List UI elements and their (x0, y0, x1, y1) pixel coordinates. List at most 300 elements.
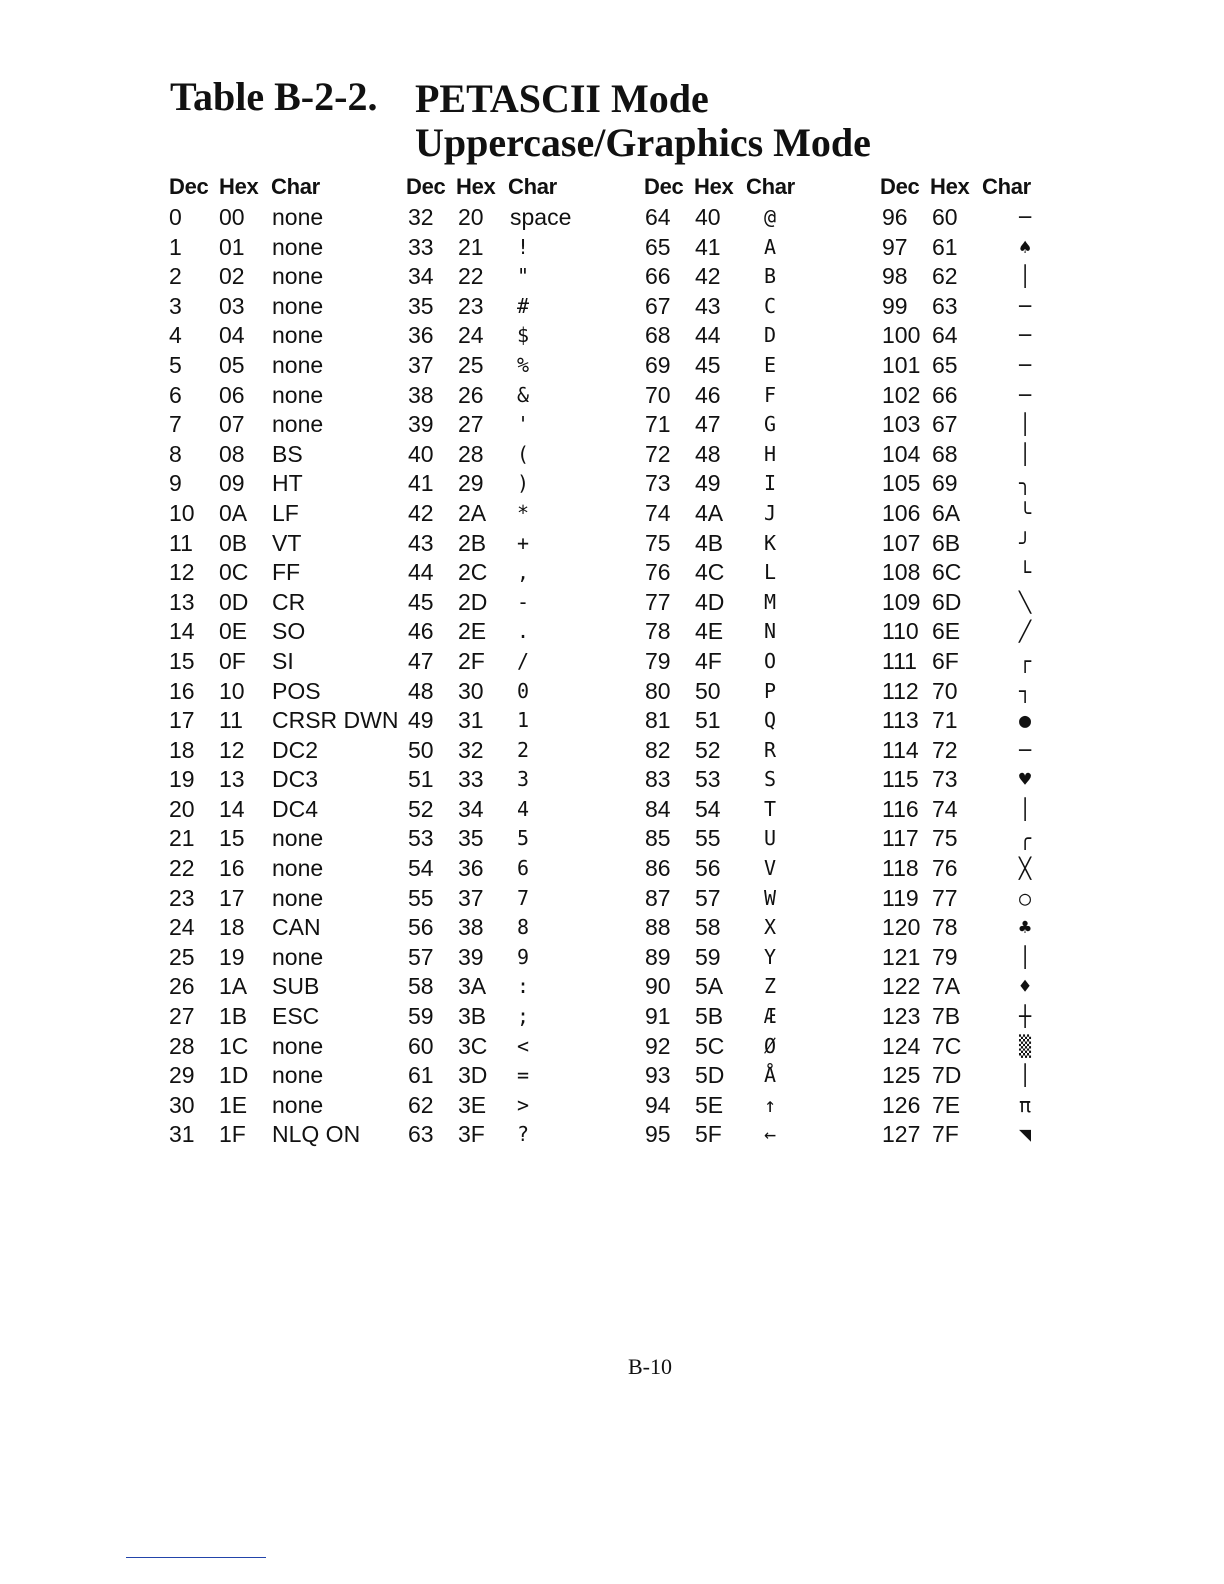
cell-char: J (763, 500, 777, 525)
cell-dec: 2 (169, 263, 182, 290)
cell-char: $ (516, 323, 530, 348)
cell-char: POS (272, 677, 321, 704)
cell-dec: 65 (645, 233, 671, 260)
cell-dec: 62 (408, 1091, 434, 1118)
cell-char: none (272, 292, 324, 319)
cell-dec: 54 (408, 855, 434, 882)
cell-hex: 2C (458, 559, 488, 586)
cell-char: , (516, 560, 530, 585)
cell-dec: 60 (408, 1032, 434, 1059)
cell-char: & (516, 382, 530, 407)
cell-hex: 08 (219, 440, 245, 467)
cell-char: ; (516, 1004, 530, 1029)
cell-hex: 06 (219, 381, 245, 408)
cell-char: CR (272, 588, 306, 615)
cell-dec: 117 (882, 825, 919, 852)
cell-hex: 5E (695, 1091, 724, 1118)
cell-char: none (272, 233, 324, 260)
cell-hex: 42 (695, 263, 721, 290)
cell-dec: 51 (408, 766, 434, 793)
cell-dec: 94 (645, 1091, 671, 1118)
cell-char: ♦ (1018, 974, 1032, 999)
cell-hex: 39 (458, 943, 484, 970)
cell-char: K (763, 530, 777, 555)
cell-char: 9 (516, 944, 530, 969)
cell-dec: 102 (882, 381, 921, 408)
header-dec: Dec (169, 174, 209, 199)
cell-hex: 75 (932, 825, 958, 852)
cell-char: F (763, 382, 777, 407)
cell-dec: 1 (169, 233, 182, 260)
cell-char: DC4 (272, 795, 319, 822)
cell-hex: 6C (932, 559, 962, 586)
cell-dec: 35 (408, 292, 434, 319)
cell-hex: 6E (932, 618, 961, 645)
header-dec: Dec (880, 174, 920, 199)
cell-char: O (763, 648, 777, 673)
cell-hex: 7A (932, 973, 961, 1000)
cell-dec: 92 (645, 1032, 671, 1059)
cell-hex: 61 (932, 233, 958, 260)
cell-char: L (763, 560, 777, 585)
cell-dec: 91 (645, 1003, 671, 1030)
cell-dec: 115 (882, 766, 919, 793)
cell-char: none (272, 411, 324, 438)
cell-hex: 4A (695, 499, 724, 526)
cell-dec: 26 (169, 973, 195, 1000)
cell-char: ▒ (1018, 1033, 1032, 1058)
cell-dec: 110 (882, 618, 919, 645)
cell-char: none (272, 855, 324, 882)
cell-char: ╰ (1018, 500, 1032, 525)
cell-char: 0 (516, 678, 530, 703)
cell-char: │ (1018, 412, 1032, 437)
cell-char: DC3 (272, 766, 319, 793)
cell-char: ESC (272, 1003, 320, 1030)
cell-hex: 5A (695, 973, 724, 1000)
cell-char: B (763, 264, 777, 289)
cell-dec: 4 (169, 322, 182, 349)
cell-dec: 116 (882, 795, 919, 822)
cell-hex: 22 (458, 263, 484, 290)
cell-char: ─ (1018, 352, 1032, 377)
cell-dec: 5 (169, 351, 182, 378)
cell-hex: 00 (219, 204, 245, 230)
cell-char: │ (1018, 264, 1032, 289)
cell-dec: 16 (169, 677, 195, 704)
cell-hex: 3E (458, 1091, 487, 1118)
cell-hex: 62 (932, 263, 958, 290)
cell-hex: 38 (458, 914, 484, 941)
cell-hex: 47 (695, 411, 721, 438)
cell-hex: 5C (695, 1032, 725, 1059)
cell-char: 1 (516, 708, 530, 733)
cell-dec: 19 (169, 766, 195, 793)
cell-dec: 63 (408, 1121, 434, 1148)
cell-char: * (516, 500, 530, 525)
cell-dec: 126 (882, 1091, 921, 1118)
cell-hex: 44 (695, 322, 721, 349)
cell-char: < (516, 1033, 530, 1058)
cell-dec: 56 (408, 914, 434, 941)
cell-char: + (516, 530, 530, 555)
cell-char: ' (516, 412, 530, 437)
cell-dec: 67 (645, 292, 671, 319)
cell-dec: 27 (169, 1003, 195, 1030)
cell-dec: 50 (408, 736, 434, 763)
cell-char: CRSR DWN (272, 707, 399, 734)
cell-char: ♠ (1018, 234, 1032, 259)
cell-dec: 52 (408, 795, 434, 822)
cell-hex: 20 (458, 204, 484, 230)
cell-hex: 4F (695, 647, 722, 674)
cell-dec: 118 (882, 855, 919, 882)
cell-hex: 69 (932, 470, 958, 497)
cell-hex: 4D (695, 588, 725, 615)
cell-hex: 14 (219, 795, 245, 822)
cell-char: 8 (516, 915, 530, 940)
cell-hex: 5B (695, 1003, 724, 1030)
cell-dec: 28 (169, 1032, 195, 1059)
cell-char: Q (763, 708, 777, 733)
header-char: Char (508, 174, 557, 199)
cell-dec: 90 (645, 973, 671, 1000)
cell-char: ─ (1018, 293, 1032, 318)
cell-char: Y (763, 944, 777, 969)
cell-dec: 14 (169, 618, 195, 645)
header-char: Char (271, 174, 320, 199)
cell-hex: 51 (695, 707, 721, 734)
cell-char: / (516, 648, 530, 673)
cell-char: V (763, 856, 777, 881)
cell-hex: 54 (695, 795, 721, 822)
cell-char: none (272, 1032, 324, 1059)
header-char: Char (746, 174, 795, 199)
cell-char: @ (763, 205, 777, 229)
cell-dec: 76 (645, 559, 671, 586)
cell-dec: 111 (882, 647, 917, 674)
cell-hex: 7C (932, 1032, 962, 1059)
cell-hex: 37 (458, 884, 484, 911)
cell-dec: 109 (882, 588, 921, 615)
cell-dec: 68 (645, 322, 671, 349)
cell-dec: 42 (408, 499, 434, 526)
cell-dec: 86 (645, 855, 671, 882)
cell-dec: 21 (169, 825, 195, 852)
cell-dec: 77 (645, 588, 671, 615)
cell-char: ↑ (763, 1092, 777, 1117)
cell-dec: 23 (169, 884, 195, 911)
cell-hex: 33 (458, 766, 484, 793)
cell-char: CAN (272, 914, 321, 941)
cell-dec: 34 (408, 263, 434, 290)
cell-dec: 9 (169, 470, 182, 497)
cell-hex: 46 (695, 381, 721, 408)
cell-dec: 93 (645, 1062, 671, 1089)
cell-hex: 17 (219, 884, 245, 911)
cell-dec: 6 (169, 381, 182, 408)
cell-dec: 32 (408, 204, 434, 230)
cell-char: none (272, 381, 324, 408)
cell-hex: 30 (458, 677, 484, 704)
cell-char: Z (763, 974, 777, 999)
cell-dec: 82 (645, 736, 671, 763)
cell-dec: 85 (645, 825, 671, 852)
cell-dec: 114 (882, 736, 919, 763)
cell-hex: 43 (695, 292, 721, 319)
cell-char: D (763, 323, 777, 348)
cell-dec: 48 (408, 677, 434, 704)
cell-dec: 18 (169, 736, 195, 763)
cell-hex: 19 (219, 943, 245, 970)
cell-dec: 24 (169, 914, 195, 941)
cell-hex: 60 (932, 204, 958, 230)
cell-char: # (516, 293, 530, 318)
cell-char: ─ (1018, 737, 1032, 762)
cell-dec: 7 (169, 411, 182, 438)
cell-char: SO (272, 618, 306, 645)
cell-char: G (763, 412, 777, 437)
cell-char: ● (1018, 708, 1032, 733)
cell-hex: 29 (458, 470, 484, 497)
cell-hex: 67 (932, 411, 958, 438)
cell-hex: 12 (219, 736, 245, 763)
cell-hex: 28 (458, 440, 484, 467)
cell-hex: 7D (932, 1062, 962, 1089)
cell-hex: 2B (458, 529, 487, 556)
cell-hex: 76 (932, 855, 958, 882)
cell-char: ( (516, 441, 530, 466)
cell-char: I (763, 471, 777, 496)
cell-hex: 0D (219, 588, 249, 615)
cell-char: none (272, 204, 324, 230)
cell-char: U (763, 826, 777, 851)
cell-dec: 13 (169, 588, 195, 615)
cell-dec: 122 (882, 973, 921, 1000)
cell-dec: 96 (882, 204, 908, 230)
cell-hex: 02 (219, 263, 245, 290)
cell-dec: 66 (645, 263, 671, 290)
cell-hex: 71 (932, 707, 958, 734)
cell-char: ╯ (1018, 530, 1032, 555)
cell-dec: 75 (645, 529, 671, 556)
cell-hex: 40 (695, 204, 721, 230)
cell-char: A (763, 234, 777, 259)
cell-hex: 5F (695, 1121, 722, 1148)
cell-char: ♣ (1018, 915, 1032, 940)
cell-hex: 25 (458, 351, 484, 378)
cell-hex: 6D (932, 588, 962, 615)
cell-char: none (272, 1091, 324, 1118)
cell-hex: 32 (458, 736, 484, 763)
cell-dec: 43 (408, 529, 434, 556)
cell-char: M (763, 589, 777, 614)
cell-hex: 77 (932, 884, 958, 911)
cell-dec: 104 (882, 440, 921, 467)
cell-char: none (272, 1062, 324, 1089)
cell-char: X (763, 915, 777, 940)
cell-hex: 1A (219, 973, 248, 1000)
cell-dec: 64 (645, 204, 671, 230)
cell-hex: 78 (932, 914, 958, 941)
cell-char: ○ (1018, 885, 1032, 910)
cell-hex: 05 (219, 351, 245, 378)
cell-char: ┼ (1018, 1004, 1032, 1029)
cell-hex: 26 (458, 381, 484, 408)
cell-dec: 33 (408, 233, 434, 260)
cell-char: ┌ (1018, 648, 1032, 673)
cell-char: 4 (516, 796, 530, 821)
cell-char: SUB (272, 973, 320, 1000)
cell-dec: 97 (882, 233, 908, 260)
cell-dec: 36 (408, 322, 434, 349)
cell-dec: 11 (169, 529, 193, 556)
cell-dec: 59 (408, 1003, 434, 1030)
cell-hex: 1B (219, 1003, 248, 1030)
cell-hex: 31 (458, 707, 484, 734)
table-label: Table B-2-2. (170, 74, 378, 119)
cell-char: FF (272, 559, 301, 586)
cell-dec: 84 (645, 795, 671, 822)
cell-hex: 23 (458, 292, 484, 319)
cell-char: ! (516, 234, 530, 259)
cell-dec: 49 (408, 707, 434, 734)
cell-hex: 5D (695, 1062, 725, 1089)
cell-hex: 64 (932, 322, 958, 349)
cell-char: ─ (1018, 323, 1032, 348)
cell-hex: 1C (219, 1032, 249, 1059)
cell-hex: 2F (458, 647, 485, 674)
cell-hex: 0F (219, 647, 246, 674)
cell-dec: 57 (408, 943, 434, 970)
cell-dec: 17 (169, 707, 195, 734)
header-hex: Hex (930, 174, 970, 199)
cell-char: 2 (516, 737, 530, 762)
cell-char: │ (1018, 944, 1032, 969)
cell-char: none (272, 322, 324, 349)
cell-hex: 03 (219, 292, 245, 319)
cell-dec: 95 (645, 1121, 671, 1148)
cell-dec: 39 (408, 411, 434, 438)
cell-hex: 66 (932, 381, 958, 408)
cell-char: 5 (516, 826, 530, 851)
cell-char: Å (763, 1063, 777, 1088)
cell-hex: 2A (458, 499, 487, 526)
cell-hex: 55 (695, 825, 721, 852)
cell-char: none (272, 884, 324, 911)
cell-hex: 45 (695, 351, 721, 378)
cell-dec: 113 (882, 707, 919, 734)
cell-hex: 16 (219, 855, 245, 882)
cell-dec: 38 (408, 381, 434, 408)
cell-char: 7 (516, 885, 530, 910)
cell-dec: 3 (169, 292, 182, 319)
cell-hex: 3F (458, 1121, 485, 1148)
cell-hex: 65 (932, 351, 958, 378)
cell-char: 3 (516, 767, 530, 792)
cell-hex: 01 (219, 233, 245, 260)
cell-dec: 0 (169, 204, 182, 230)
cell-dec: 58 (408, 973, 434, 1000)
cell-hex: 53 (695, 766, 721, 793)
cell-hex: 70 (932, 677, 958, 704)
cell-hex: 52 (695, 736, 721, 763)
cell-char: > (516, 1092, 530, 1117)
cell-dec: 20 (169, 795, 195, 822)
cell-dec: 106 (882, 499, 921, 526)
cell-hex: 7F (932, 1121, 959, 1148)
cell-hex: 21 (458, 233, 484, 260)
cell-hex: 04 (219, 322, 245, 349)
cell-char: BS (272, 440, 303, 467)
cell-char: H (763, 441, 777, 466)
cell-dec: 69 (645, 351, 671, 378)
cell-char: ╱ (1018, 619, 1032, 644)
footer-rule (126, 1557, 266, 1558)
cell-hex: 0C (219, 559, 249, 586)
cell-char: NLQ ON (272, 1121, 361, 1148)
cell-dec: 40 (408, 440, 434, 467)
cell-dec: 87 (645, 884, 671, 911)
page-subtitle: Uppercase/Graphics Mode (415, 120, 871, 165)
cell-dec: 107 (882, 529, 921, 556)
cell-dec: 125 (882, 1062, 921, 1089)
cell-char: ─ (1018, 382, 1032, 407)
cell-char: - (516, 589, 530, 614)
cell-char: ◥ (1018, 1122, 1032, 1147)
cell-hex: 50 (695, 677, 721, 704)
cell-dec: 120 (882, 914, 921, 941)
cell-dec: 101 (882, 351, 921, 378)
cell-char: LF (272, 499, 299, 526)
cell-char: └ (1018, 560, 1032, 585)
cell-char: DC2 (272, 736, 319, 763)
cell-hex: 3B (458, 1003, 487, 1030)
cell-hex: 4C (695, 559, 725, 586)
cell-dec: 119 (882, 884, 919, 911)
header-dec: Dec (644, 174, 684, 199)
cell-dec: 12 (169, 559, 195, 586)
cell-char: ╳ (1018, 856, 1032, 881)
cell-hex: 72 (932, 736, 958, 763)
cell-hex: 27 (458, 411, 484, 438)
cell-hex: 35 (458, 825, 484, 852)
cell-hex: 58 (695, 914, 721, 941)
cell-hex: 59 (695, 943, 721, 970)
cell-hex: 3D (458, 1062, 488, 1089)
cell-dec: 100 (882, 322, 921, 349)
cell-char: HT (272, 470, 303, 497)
cell-dec: 73 (645, 470, 671, 497)
cell-dec: 81 (645, 707, 671, 734)
cell-dec: 25 (169, 943, 195, 970)
cell-dec: 127 (882, 1121, 921, 1148)
cell-hex: 56 (695, 855, 721, 882)
cell-hex: 68 (932, 440, 958, 467)
cell-hex: 41 (695, 233, 721, 260)
cell-char: 6 (516, 856, 530, 881)
cell-hex: 3C (458, 1032, 488, 1059)
page-title: PETASCII Mode (415, 76, 709, 121)
cell-dec: 44 (408, 559, 434, 586)
cell-char: VT (272, 529, 302, 556)
cell-hex: 09 (219, 470, 245, 497)
cell-hex: 10 (219, 677, 245, 704)
cell-dec: 53 (408, 825, 434, 852)
cell-hex: 73 (932, 766, 958, 793)
cell-char: │ (1018, 1063, 1032, 1088)
cell-hex: 48 (695, 440, 721, 467)
